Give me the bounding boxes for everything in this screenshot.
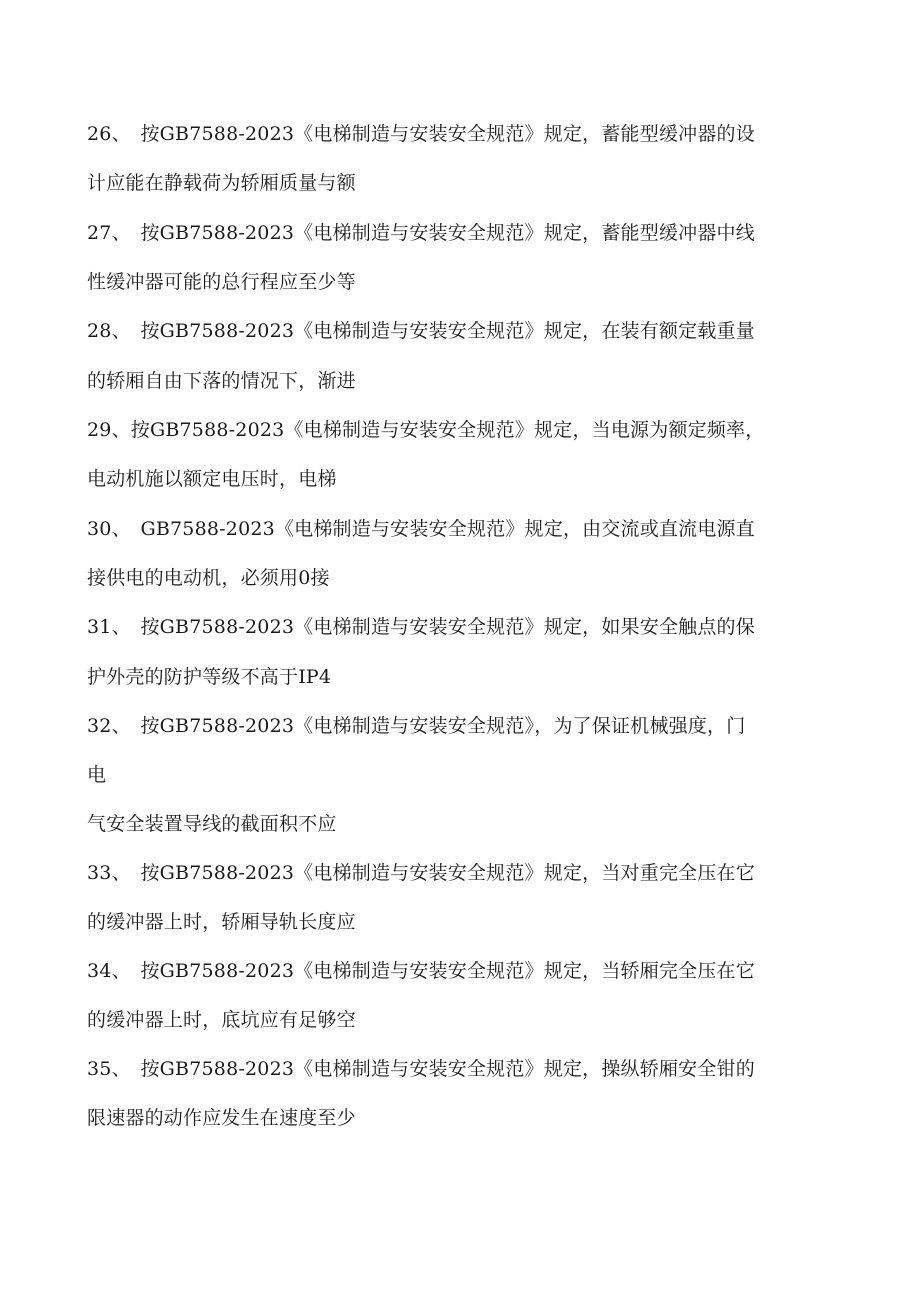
text-line: 28、 按GB7588-2023《电梯制造与安装安全规范》规定，在装有额定载重量 (87, 320, 755, 342)
text-line: 33、 按GB7588-2023《电梯制造与安装安全规范》规定，当对重完全压在它 (87, 862, 755, 884)
text-line: 30、 GB7588-2023《电梯制造与安装安全规范》规定，由交流或直流电源直 (87, 518, 755, 540)
text-line: 34、 按GB7588-2023《电梯制造与安装安全规范》规定，当轿厢完全压在它 (87, 960, 755, 982)
text-line: 31、 按GB7588-2023《电梯制造与安装安全规范》规定，如果安全触点的保 (87, 616, 755, 638)
text-line: 护外壳的防护等级不高于IP4 (87, 666, 332, 688)
text-line: 29、按GB7588-2023《电梯制造与安装安全规范》规定，当电源为额定频率， (87, 419, 765, 441)
text-line: 32、 按GB7588-2023《电梯制造与安装安全规范》，为了保证机械强度，门 (87, 715, 746, 737)
text-line: 电动机施以额定电压时，电梯 (87, 468, 337, 490)
text-line: 的缓冲器上时，底坑应有足够空 (87, 1009, 356, 1031)
text-line: 气安全装置导线的截面积不应 (87, 813, 337, 835)
text-line: 的轿厢自由下落的情况下，渐进 (87, 370, 356, 392)
text-line: 27、 按GB7588-2023《电梯制造与安装安全规范》规定，蓄能型缓冲器中线 (87, 222, 755, 244)
text-line: 计应能在静载荷为轿厢质量与额 (87, 172, 356, 194)
text-line: 性缓冲器可能的总行程应至少等 (87, 271, 356, 293)
text-line: 接供电的电动机，必须用0接 (87, 567, 330, 589)
text-line: 35、 按GB7588-2023《电梯制造与安装安全规范》规定，操纵轿厢安全钳的 (87, 1058, 755, 1080)
text-line: 的缓冲器上时，轿厢导轨长度应 (87, 911, 356, 933)
text-line: 限速器的动作应发生在速度至少 (87, 1107, 356, 1129)
text-line: 26、 按GB7588-2023《电梯制造与安装安全规范》规定，蓄能型缓冲器的设 (87, 123, 755, 145)
text-line: 电 (87, 764, 107, 786)
